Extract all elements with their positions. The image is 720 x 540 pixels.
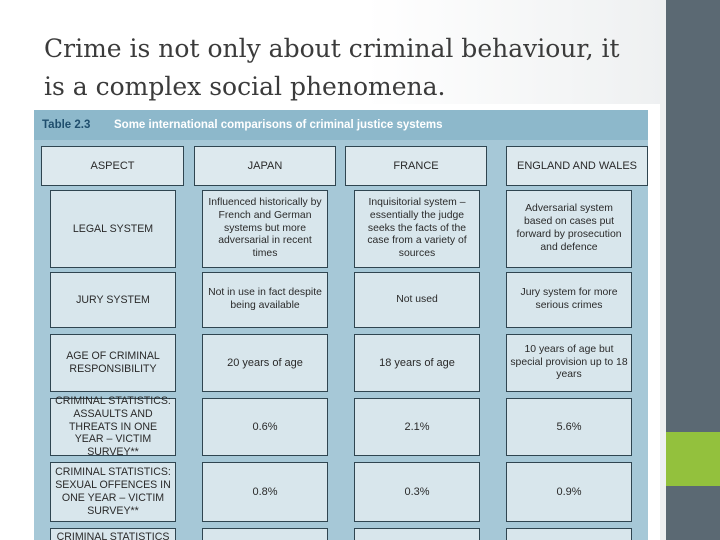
cell-japan-assaults-threats: 0.6% bbox=[202, 398, 328, 456]
row-aspect-age-responsibility: AGE OF CRIMINAL RESPONSIBILITY bbox=[50, 334, 176, 392]
table-header bbox=[34, 110, 648, 140]
cell-england-assaults-threats: 5.6% bbox=[506, 398, 632, 456]
cell-japan-jury-system: Not in use in fact despite being available bbox=[202, 272, 328, 328]
cell-england-age-responsibility: 10 years of age but special provision up to 18 years bbox=[506, 334, 632, 392]
cell-japan-row6 bbox=[202, 528, 328, 540]
cell-england-legal-system: Adversarial system based on cases put forward by prosecution and defence bbox=[506, 190, 632, 268]
cell-england-jury-system: Jury system for more serious crimes bbox=[506, 272, 632, 328]
column-header-japan: JAPAN bbox=[194, 146, 336, 186]
cell-france-legal-system: Inquisitorial system – essentially the judge seeks the facts of the case from a variety of sources bbox=[354, 190, 480, 268]
column-header-england: ENGLAND AND WALES bbox=[506, 146, 648, 186]
cell-france-assaults-threats: 2.1% bbox=[354, 398, 480, 456]
slide-title: Crime is not only about criminal behaviour, it is a complex social phenomena. bbox=[44, 34, 620, 101]
table-title: Some international comparisons of criminal justice systems bbox=[114, 119, 443, 131]
row-aspect-jury-system: JURY SYSTEM bbox=[50, 272, 176, 328]
column-header-france: FRANCE bbox=[345, 146, 487, 186]
row-aspect-sexual-offences: CRIMINAL STATISTICS: SEXUAL OFFENCES IN ONE YEAR – VICTIM SURVEY** bbox=[50, 462, 176, 522]
cell-japan-age-responsibility: 20 years of age bbox=[202, 334, 328, 392]
column-header-aspect: ASPECT bbox=[41, 146, 184, 186]
cell-france-age-responsibility: 18 years of age bbox=[354, 334, 480, 392]
cell-england-row6 bbox=[506, 528, 632, 540]
cell-japan-legal-system: Influenced historically by French and German systems but more adversarial in recent times bbox=[202, 190, 328, 268]
table-image bbox=[34, 104, 660, 540]
side-accent-block bbox=[666, 432, 720, 486]
cell-japan-sexual-offences: 0.8% bbox=[202, 462, 328, 522]
row-aspect-criminal-statistics-cut: CRIMINAL STATISTICS bbox=[50, 528, 176, 540]
cell-france-sexual-offences: 0.3% bbox=[354, 462, 480, 522]
cell-england-sexual-offences: 0.9% bbox=[506, 462, 632, 522]
cell-france-row6 bbox=[354, 528, 480, 540]
table-body bbox=[34, 140, 648, 540]
row-aspect-legal-system: LEGAL SYSTEM bbox=[50, 190, 176, 268]
row-aspect-assaults-threats: CRIMINAL STATISTICS: ASSAULTS AND THREATS IN ONE YEAR – VICTIM SURVEY** bbox=[50, 398, 176, 456]
cell-france-jury-system: Not used bbox=[354, 272, 480, 328]
table-number: Table 2.3 bbox=[42, 119, 91, 131]
